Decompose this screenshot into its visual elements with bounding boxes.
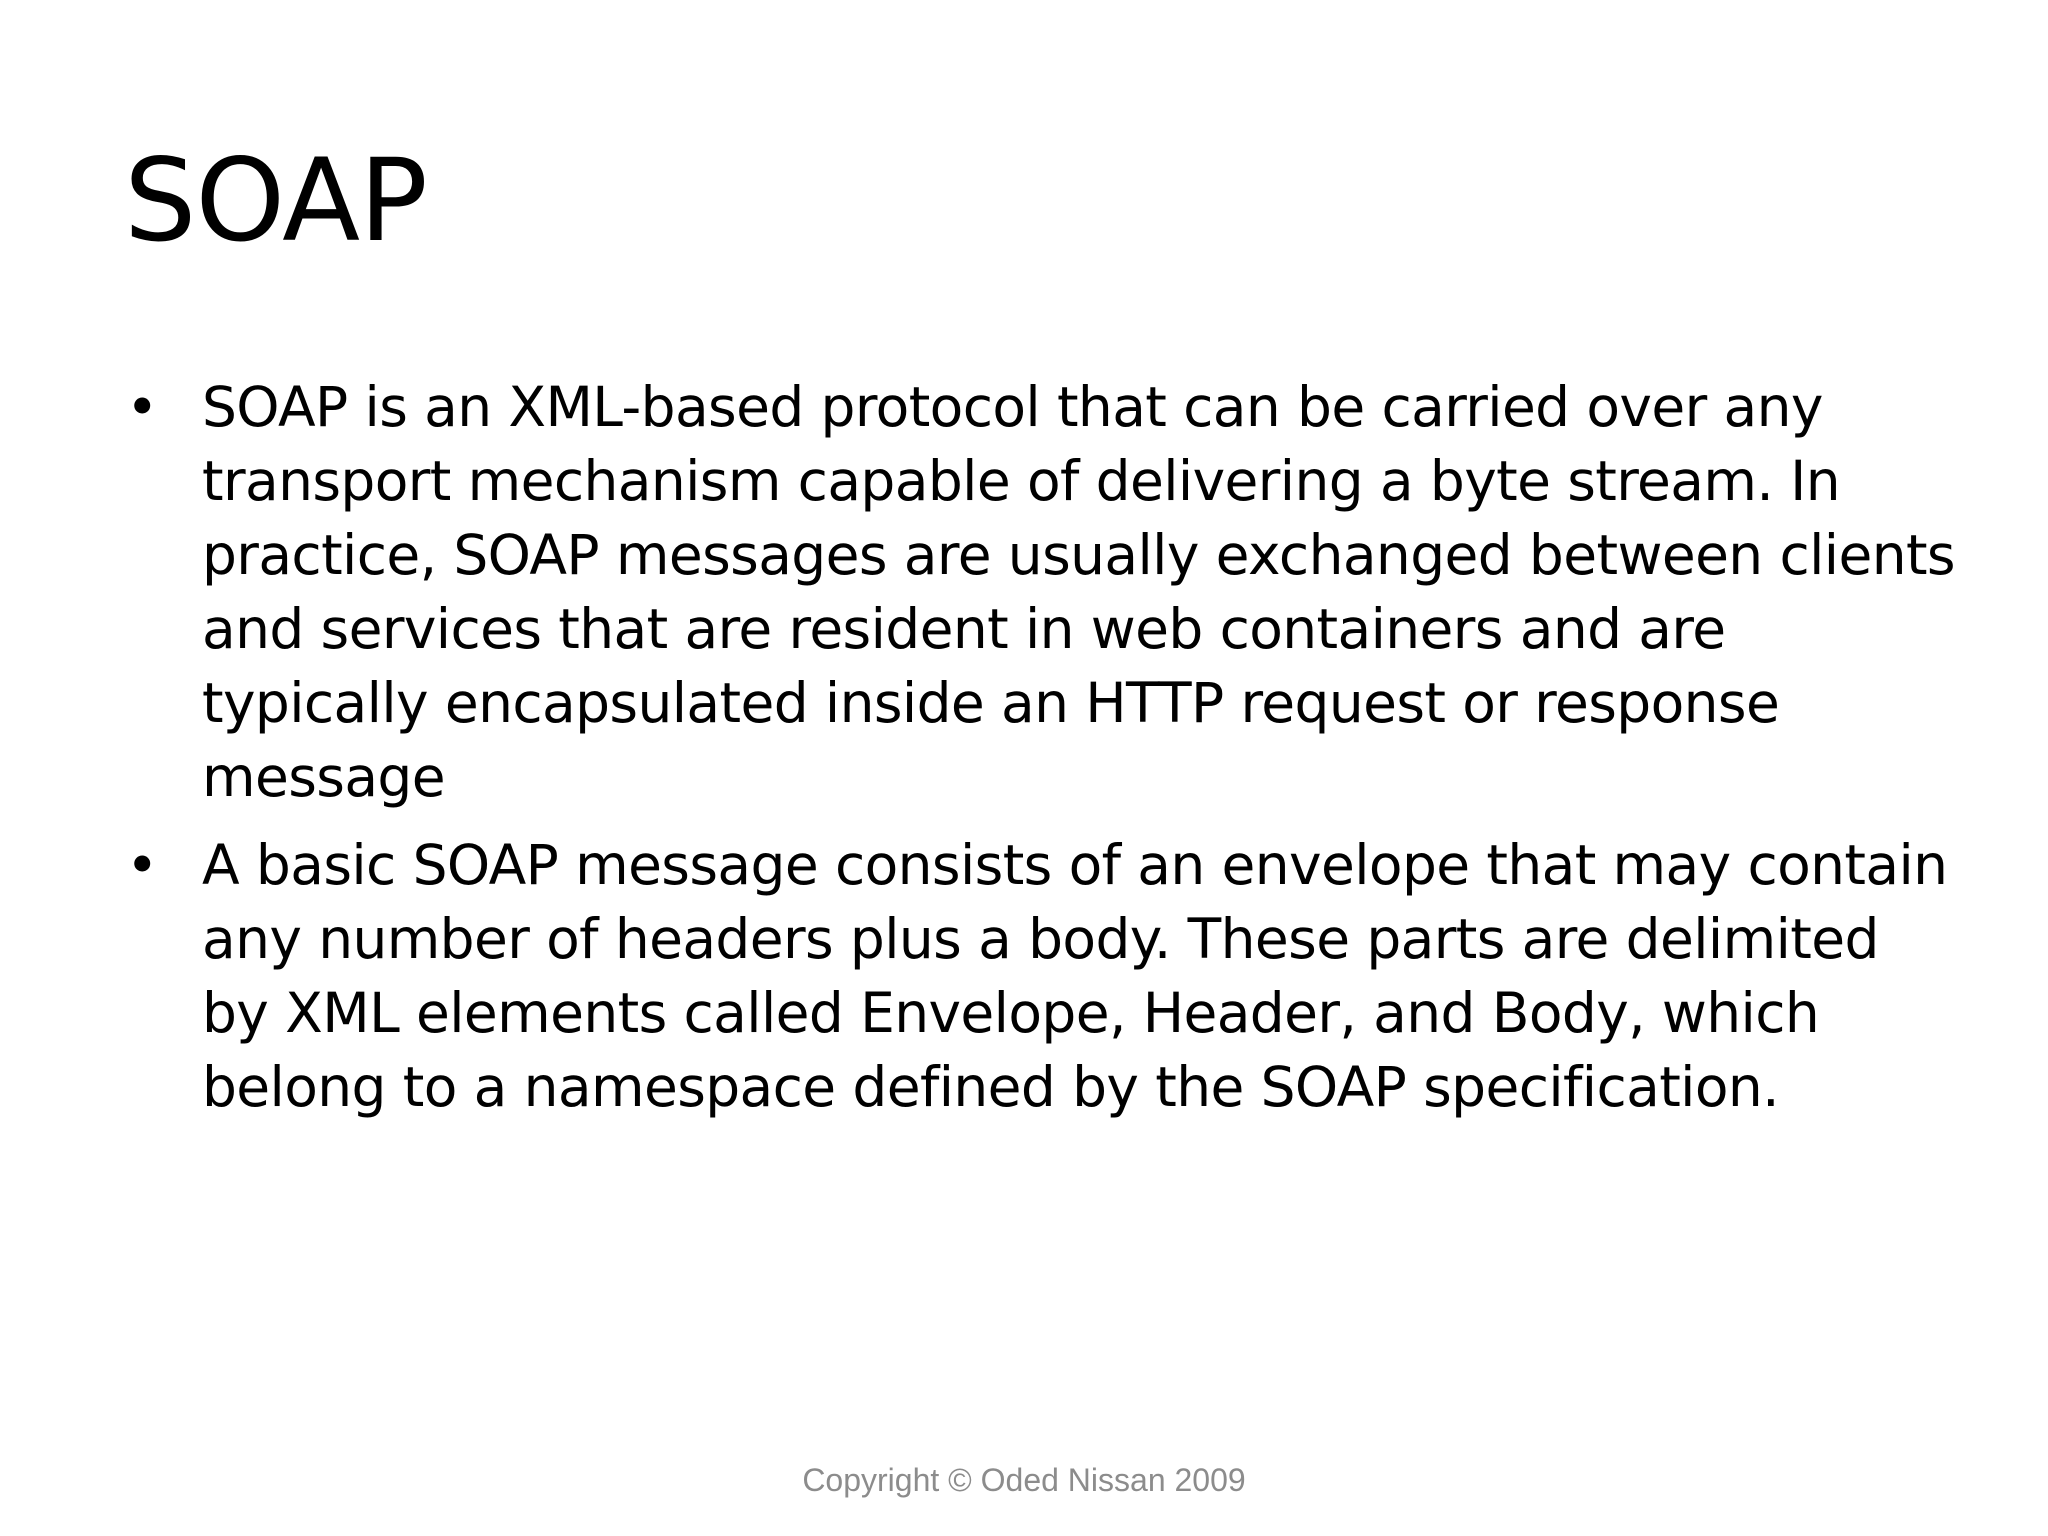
bullet-item-2 xyxy=(124,828,1960,1124)
bullet-item-1 xyxy=(124,370,1960,814)
bullet-dot-icon: • xyxy=(126,833,158,897)
copyright-footer: Copyright © Oded Nissan 2009 xyxy=(802,1462,1246,1498)
bullet-dot-icon: • xyxy=(126,375,158,439)
slide-title: SOAP xyxy=(124,134,427,267)
bullet-list xyxy=(124,370,1960,1138)
bullet-text-1: SOAP is an XML-based protocol that can be carried over any transport mechanism capable of delivering a byte stream. In practice, SOAP messages are usually exchanged between clients and services that are resident in web containers and are typically encapsulated inside an HTTP request or response message xyxy=(202,375,1955,809)
bullet-text-2: A basic SOAP message consists of an envelope that may contain any number of headers plus a body. These parts are delimited by XML elements called Envelope, Header, and Body, which belong to a namespace defined by the SOAP specification. xyxy=(202,833,1948,1119)
